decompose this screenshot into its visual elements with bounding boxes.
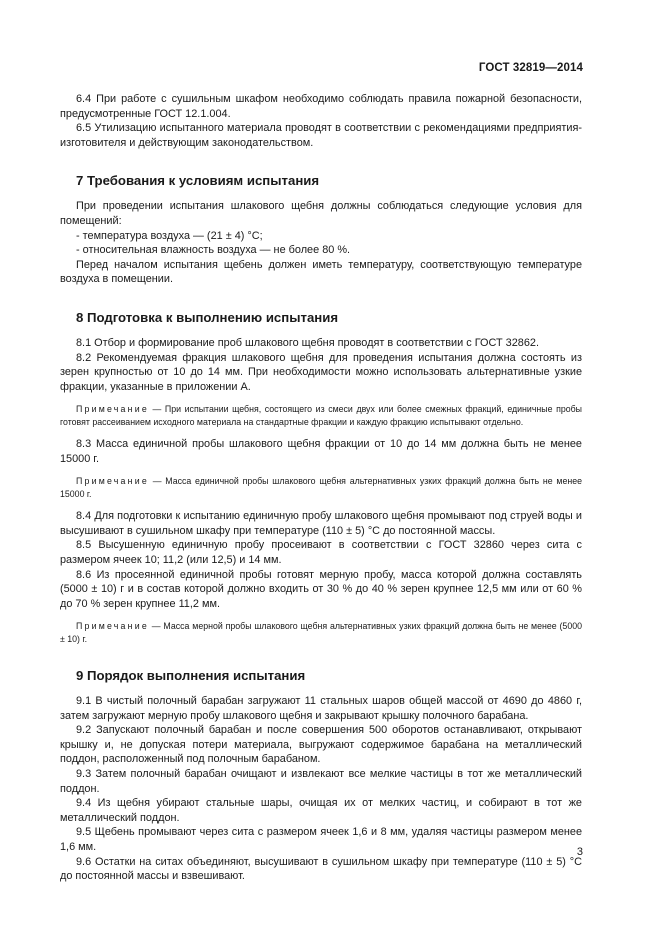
standard-header: ГОСТ 32819—2014 (478, 62, 583, 74)
note-8-2 (60, 403, 582, 428)
paragraph-9-1: 9.1 В чистый полочный барабан загружают 11 стальных шаров общей массой от 4690 до 4860 г, затем загружают мерную пробу шлакового щебня и закрывают крышку полочного барабана. (60, 695, 582, 722)
paragraph-7-outro: Перед началом испытания щебень должен иметь температуру, соответствующую температуре воздуха в помещении. (60, 258, 582, 286)
note-8-3 (60, 475, 582, 500)
paragraph-8-5: 8.5 Высушенную единичную пробу просеивают в соответствии с ГОСТ 32860 через сита с размером ячеек 10; 11,2 (или 12,5) и 14 мм. (60, 539, 582, 566)
list-item-humidity: - относительная влажность воздуха — не более 80 %. (76, 244, 351, 257)
paragraph-9-3: 9.3 Затем полочный барабан очищают и извлекают все мелкие частицы в тот же металлический поддон. (60, 768, 582, 795)
page-body (60, 92, 582, 884)
paragraph-8-3: 8.3 Масса единичной пробы шлакового щебня фракции от 10 до 14 мм должна быть не менее 15000 г. (60, 438, 582, 465)
paragraph-8-1: 8.1 Отбор и формирование проб шлакового щебня проводят в соответствии с ГОСТ 32862. (76, 336, 539, 349)
section-7-heading: 7 Требования к условиям испытания (76, 173, 320, 189)
page-number: 3 (576, 846, 583, 858)
note-8-6 (60, 620, 582, 645)
list-item-temperature: - температура воздуха — (21 ± 4) °С; (76, 229, 263, 242)
note-text: — Масса единичной пробы шлакового щебня альтернативных узких фракций должна быть не менее 15000 г. (60, 476, 582, 499)
note-label: Примечание (76, 621, 149, 632)
paragraph-9-5: 9.5 Щебень промывают через сита с размером ячеек 1,6 и 8 мм, удаляя частицы размером менее 1,6 мм. (60, 826, 582, 854)
paragraph-8-4: 8.4 Для подготовки к испытанию единичную пробу шлакового щебня промывают под струей воды и высушивают в сушильном шкафу при температуре (110 ± 5) °С до постоянной массы. (60, 510, 582, 537)
paragraph-6-4: 6.4 При работе с сушильным шкафом необходимо соблюдать правила пожарной безопасности, предусмотренные ГОСТ 12.1.004. (60, 93, 582, 120)
paragraph-7-intro: При проведении испытания шлакового щебня должны соблюдаться следующие условия для помещений: (60, 200, 582, 227)
note-text: — При испытании щебня, состоящего из смеси двух или более смежных фракций, единичные пробы готовят рассеиванием исходного материала на стандартные фракции и каждую фракцию испытывают отдельно. (60, 404, 582, 427)
note-label: Примечание (76, 476, 149, 487)
paragraph-6-5: 6.5 Утилизацию испытанного материала проводят в соответствии с рекомендациями предприятия-изготовителя и действующим законодательством. (60, 122, 582, 149)
section-9-heading: 9 Порядок выполнения испытания (76, 668, 306, 684)
note-text: — Масса мерной пробы шлакового щебня альтернативных узких фракций должна быть не менее (5000 ± 10) г. (60, 621, 582, 644)
section-8-heading: 8 Подготовка к выполнению испытания (76, 309, 339, 325)
paragraph-9-2: 9.2 Запускают полочный барабан и после совершения 500 оборотов останавливают, открывают крышку и, не допуская потери материала, выгружают содержимое барабана на металлический поддон, расположенный под полочным барабаном. (60, 724, 582, 766)
paragraph-8-6: 8.6 Из просеянной единичной пробы готовят мерную пробу, масса которой должна составлять (5000 ± 10) г и в состав которой должно входить от 30 % до 40 % зерен крупнее 12,5 мм или от 60 % до 70 % зерен крупнее 11,2 мм. (60, 568, 582, 610)
paragraph-9-6: 9.6 Остатки на ситах объединяют, высушивают в сушильном шкафу при температуре (110 ± 5) °С до постоянной массы и взвешивают. (60, 855, 582, 883)
note-label: Примечание (76, 404, 149, 415)
paragraph-8-2: 8.2 Рекомендуемая фракция шлакового щебня для проведения испытания должна состоять из зерен крупностью от 10 до 14 мм. При необходимости можно использовать альтернативные узкие фракции, указанные в приложении А. (60, 351, 582, 393)
paragraph-9-4: 9.4 Из щебня убирают стальные шары, очищая их от мелких частиц, и собирают в тот же металлический поддон. (60, 797, 582, 824)
